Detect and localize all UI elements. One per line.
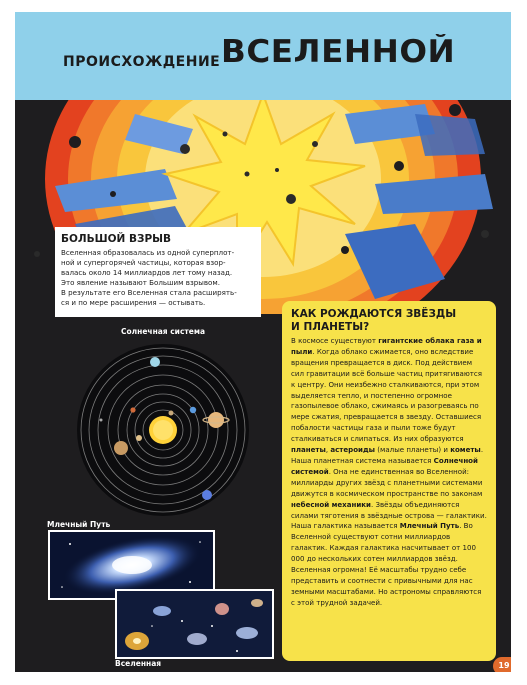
stars-panel	[282, 301, 496, 661]
term-clouds: гигантские облака газа и пыли	[291, 336, 482, 356]
universe-caption: Вселенная	[115, 659, 162, 668]
text-run: . Когда облако сжимается, оно вследствие вращения превращается в диск. Под действием сил гравитации всё больше частиц притягиваются к центру. Они неизбежно сталкиваются, при этом выделяется тепло, и постепенно огромное газопылевое облако, сжимаясь и разогреваясь по мере сжатия, превращается в звезду. Оставшиеся побалости частицы газа и пыли тоже будут сталкиваться и слипаться. Из них образуются	[291, 346, 482, 444]
big-bang-line: валась около 14 миллиардов лет тому назад.	[61, 268, 233, 278]
term-solar-system: Солнечной системой	[291, 455, 478, 476]
title-prefix: ПРОИСХОЖДЕНИЕ	[63, 54, 221, 70]
big-bang-line: В результате его Вселенная стала расширять-	[61, 288, 237, 298]
text-run: ,	[325, 445, 331, 455]
big-bang-line: Вселенная образовалась из одной суперплот-	[61, 248, 235, 257]
term-asteroids: астероиды	[330, 445, 376, 455]
big-bang-line: Это явление называют Большим взрывом.	[61, 278, 220, 288]
text-run: . Она не единственная во Вселенной: миллиарды других звёзд с планетными системами движутся в космическом пространстве по законам	[291, 466, 483, 498]
big-bang-line: ной и супергорячей частицы, которая взор-	[61, 258, 226, 268]
big-bang-title: БОЛЬШОЙ ВЗРЫВ	[61, 233, 172, 245]
stars-title	[291, 308, 487, 333]
stars-body	[291, 336, 487, 609]
big-bang-line: ся и по мере расширения — остывать.	[61, 298, 206, 308]
page-title: ВСЕЛЕННОЙ	[221, 34, 456, 70]
solar-system-caption: Солнечная система	[121, 327, 206, 336]
text-run: . Звёзды объединяются силами тяготения в звёздные острова — галактики. Наша галактика называется	[291, 499, 487, 531]
term-milky-way: Млечный Путь	[399, 521, 460, 531]
stars-title-line: КАК РОЖДАЮТСЯ ЗВЁЗДЫ	[291, 308, 457, 320]
universe-image	[115, 589, 274, 659]
term-comets: кометы	[450, 445, 481, 455]
text-run: . Наша планетная система называется	[291, 445, 484, 465]
text-run: В космосе существуют	[291, 336, 379, 345]
big-bang-text	[61, 248, 255, 309]
text-run: (малые планеты) и	[375, 445, 451, 455]
stars-title-line: И ПЛАНЕТЫ?	[291, 320, 370, 333]
page-number: 19	[493, 657, 511, 672]
term-celestial-mechanics: небесной механики	[291, 499, 371, 509]
solar-system-illustration	[73, 340, 253, 520]
text-run: . Во Вселенной существуют сотни миллиардов галактик. Каждая галактика насчитывает от 100 000 до нескольких сотен миллиардов звёзд. Вселенная огромна! Её масштабы трудно себе представить и соотнести с привычными для нас земными масштабами. Но астрономы справляются с этой трудной задачей.	[291, 521, 482, 607]
term-planets: планеты	[291, 445, 326, 455]
big-bang-box	[55, 227, 261, 317]
milky-way-caption: Млечный Путь	[47, 520, 111, 529]
page	[15, 12, 511, 672]
